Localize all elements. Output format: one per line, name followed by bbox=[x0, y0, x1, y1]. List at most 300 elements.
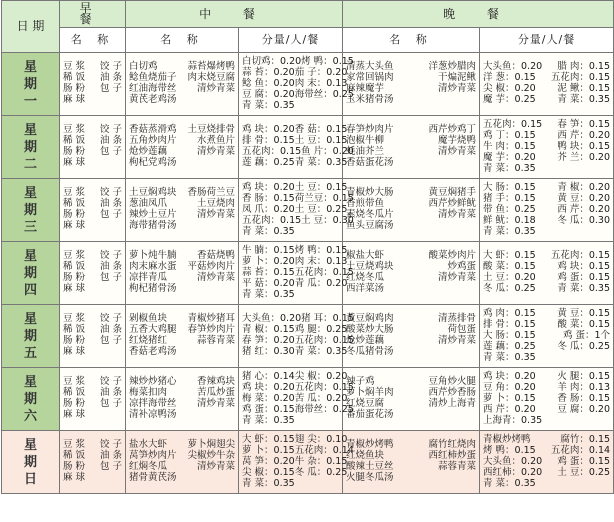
menu-item: 豆 腐：0.20 bbox=[242, 88, 295, 100]
menu-item: 尖 椒：0.20 bbox=[483, 83, 536, 94]
lunch-portions-cell bbox=[239, 368, 354, 431]
menu-item: 五香大鸡腿 bbox=[129, 324, 177, 335]
menu-line bbox=[483, 205, 610, 216]
menu-item: 鱼头豆腐汤 bbox=[346, 220, 394, 231]
menu-line bbox=[63, 221, 122, 232]
menu-item: 平菇炒肉片 bbox=[187, 261, 235, 272]
menu-item: 水煮鱼片 bbox=[196, 135, 235, 146]
menu-line bbox=[483, 468, 610, 479]
menu-item: 土 豆：0.15 bbox=[294, 135, 348, 146]
menu-item: 麻 球 bbox=[63, 409, 86, 420]
menu-item: 魔芋烧鸭 bbox=[438, 135, 477, 146]
menu-item: 素烧冬瓜片 bbox=[346, 209, 394, 220]
menu-item: 清补凉鸭汤 bbox=[129, 409, 177, 420]
menu-item: 青椒炒大肠 bbox=[346, 187, 394, 198]
weekly-menu-table bbox=[1, 0, 614, 494]
menu-item: 豆角炒火腿 bbox=[428, 376, 477, 387]
menu-item: 海带丝：0.25 bbox=[294, 88, 354, 100]
menu-item: 大 虾：0.15 bbox=[242, 433, 295, 445]
menu-item: 黄 豆：0.15 bbox=[557, 307, 611, 319]
menu-item: 包 子 bbox=[99, 335, 122, 346]
menu-item: 西红柿：0.20 bbox=[483, 466, 543, 478]
menu-line bbox=[346, 158, 476, 169]
menu-item: 白切鸡 bbox=[129, 61, 158, 72]
menu-item: 红油海带丝 bbox=[129, 83, 177, 94]
menu-item: 泡椒牛柳 bbox=[346, 135, 385, 146]
menu-item: 包 子 bbox=[99, 83, 122, 94]
menu-item: 家常回锅肉 bbox=[346, 72, 394, 83]
menu-item: 猪 手：0.15 bbox=[483, 192, 536, 204]
lunch-portions-cell bbox=[239, 179, 354, 242]
lunch-dishes-cell bbox=[126, 431, 239, 494]
menu-item: 蒜苔爆烤鸭 bbox=[187, 61, 235, 72]
lunch-portions-cell bbox=[239, 53, 354, 116]
menu-item: 五花肉：0.15 bbox=[483, 118, 543, 130]
day-label-char: 期 bbox=[23, 391, 37, 407]
menu-item: 大头鱼：0.20 bbox=[242, 313, 302, 324]
menu-item: 魔 芋：0.20 bbox=[483, 151, 536, 163]
menu-line bbox=[63, 284, 122, 295]
menu-line bbox=[242, 455, 348, 468]
day-label-char: 二 bbox=[23, 156, 37, 172]
menu-line bbox=[483, 405, 610, 416]
breakfast-cell bbox=[60, 242, 126, 305]
menu-item: 冬 瓜：0.30 bbox=[557, 214, 611, 226]
menu-line bbox=[242, 416, 339, 427]
menu-item: 稀 饭 bbox=[63, 198, 86, 209]
menu-item: 饺 子 bbox=[99, 313, 122, 324]
menu-line bbox=[242, 101, 339, 112]
menu-item: 西芹炒鲜鱿 bbox=[428, 198, 477, 209]
menu-item: 春 笋：0.15 bbox=[557, 118, 611, 130]
menu-item: 尖 椒：0.15 bbox=[242, 466, 295, 478]
menu-line bbox=[242, 55, 354, 68]
dinner-qty-header: 分量/人/餐 bbox=[480, 28, 614, 53]
menu-item: 稀 饭 bbox=[63, 135, 86, 146]
day-row bbox=[2, 242, 614, 305]
menu-item: 油 条 bbox=[99, 72, 122, 83]
menu-line bbox=[242, 255, 348, 268]
breakfast-cell bbox=[60, 305, 126, 368]
menu-line bbox=[129, 410, 235, 421]
menu-item: 凤 爪：0.20 bbox=[242, 203, 295, 215]
day-label-char: 星 bbox=[23, 122, 37, 138]
menu-item: 豆 腐：0.20 bbox=[557, 403, 611, 415]
menu-line bbox=[483, 457, 610, 468]
menu-line bbox=[242, 192, 354, 205]
menu-line bbox=[242, 392, 348, 405]
menu-item: 大 肠：0.15 bbox=[483, 181, 536, 193]
menu-item: 鲜 鱿：0.18 bbox=[483, 214, 536, 226]
menu-line bbox=[483, 216, 610, 227]
menu-item: 油 条 bbox=[99, 135, 122, 146]
menu-item: 苦 瓜：0.20 bbox=[294, 392, 348, 404]
menu-item: 莲 藕：0.25 bbox=[483, 340, 536, 352]
menu-item: 香肠荷兰豆 bbox=[187, 187, 235, 198]
menu-item: 蚝油芥兰 bbox=[346, 146, 385, 157]
menu-item: 大 肠：0.15 bbox=[483, 329, 536, 341]
menu-line bbox=[242, 66, 348, 79]
menu-item: 洋 葱：0.15 bbox=[483, 72, 536, 83]
menu-item: 五花肉：0.15 bbox=[242, 146, 302, 157]
menu-item: 肠 粉 bbox=[63, 272, 86, 283]
menu-item: 麻 球 bbox=[63, 472, 86, 483]
menu-item: 红焖冬瓜 bbox=[129, 461, 168, 472]
menu-item: 红烧冬瓜 bbox=[346, 272, 385, 283]
menu-item: 西洋菜汤 bbox=[346, 283, 385, 294]
dinner-dishes-cell bbox=[343, 305, 480, 368]
menu-item: 冬瓜猪骨汤 bbox=[346, 346, 394, 357]
lunch-dishes-cell bbox=[126, 116, 239, 179]
menu-item: 萝卜焖翅尖 bbox=[187, 439, 235, 450]
menu-line bbox=[483, 183, 610, 194]
menu-item: 鸡 块：0.20 bbox=[483, 370, 536, 382]
day-label bbox=[2, 116, 60, 179]
menu-line bbox=[242, 203, 348, 216]
day-label-char: 五 bbox=[23, 345, 37, 361]
menu-item: 猪 心：0.14 bbox=[242, 370, 295, 382]
menu-item: 大头鱼：0.20 bbox=[483, 455, 543, 467]
menu-line bbox=[63, 473, 122, 484]
menu-item: 青 菜：0.35 bbox=[557, 283, 611, 294]
menu-item: 香 菇：0.15 bbox=[294, 124, 348, 135]
menu-line bbox=[483, 142, 610, 153]
day-label bbox=[2, 53, 60, 116]
menu-line bbox=[63, 347, 122, 358]
menu-item: 火腿冬瓜汤 bbox=[346, 472, 394, 483]
menu-item: 魔 芋：0.25 bbox=[483, 94, 536, 105]
menu-line bbox=[483, 120, 610, 131]
menu-line bbox=[483, 153, 610, 164]
lunch-portions-cell bbox=[239, 305, 354, 368]
menu-line bbox=[242, 266, 354, 279]
menu-item: 香菇老鸡汤 bbox=[129, 346, 177, 357]
menu-item: 五花肉：0.15 bbox=[550, 72, 611, 83]
menu-line bbox=[242, 214, 354, 227]
day-label-char: 四 bbox=[23, 282, 37, 298]
menu-item: 肉 末：0.13 bbox=[294, 255, 348, 267]
day-label-char: 日 bbox=[23, 471, 37, 487]
menu-item: 西芹炒鸡丁 bbox=[428, 124, 477, 135]
menu-item: 土 豆：0.25 bbox=[557, 466, 611, 478]
menu-item: 西 芹：0.20 bbox=[483, 403, 536, 415]
menu-item: 清炒青菜 bbox=[196, 461, 235, 472]
menu-item: 青 菜：0.35 bbox=[483, 162, 536, 174]
menu-item: 土 豆：0.15 bbox=[294, 181, 348, 193]
menu-line bbox=[483, 320, 610, 331]
dinner-dishes-cell bbox=[343, 179, 480, 242]
menu-line bbox=[129, 473, 235, 484]
menu-item: 白切鸡：0.20 bbox=[242, 55, 302, 67]
menu-item: 豆 浆 bbox=[63, 61, 86, 72]
menu-line bbox=[129, 95, 235, 106]
dinner-name-header: 名 称 bbox=[343, 28, 480, 53]
menu-line bbox=[242, 157, 348, 169]
day-label bbox=[2, 431, 60, 494]
menu-line bbox=[483, 164, 610, 175]
menu-item: 清炒青菜 bbox=[196, 272, 235, 283]
menu-item: 鸡 蛋：0.15 bbox=[557, 455, 611, 467]
menu-item: 腐竹：0.15 bbox=[560, 433, 611, 445]
menu-item: 饺 子 bbox=[99, 187, 122, 198]
menu-item: 香菇蒸滑鸡 bbox=[129, 124, 177, 135]
menu-item: 豆 角：0.20 bbox=[483, 381, 536, 393]
menu-item: 青椒炒烤鸭 bbox=[346, 439, 394, 450]
day-label-char: 期 bbox=[23, 202, 37, 218]
menu-line bbox=[63, 95, 122, 106]
menu-body bbox=[2, 53, 614, 494]
menu-item: 枸杞党鸡汤 bbox=[129, 157, 177, 168]
menu-item: 麻 球 bbox=[63, 220, 86, 231]
menu-item: 清炒上海青 bbox=[428, 398, 477, 409]
day-label-char: 三 bbox=[23, 219, 37, 235]
menu-item: 鱼 片：0.20 bbox=[301, 146, 354, 157]
day-label bbox=[2, 368, 60, 431]
lunch-dishes-cell bbox=[126, 368, 239, 431]
menu-item: 黄芪老鸡汤 bbox=[129, 94, 177, 105]
menu-item: 带 鱼：0.25 bbox=[483, 203, 536, 215]
day-label-char: 星 bbox=[23, 59, 37, 75]
breakfast-cell bbox=[60, 116, 126, 179]
menu-item: 西 芹：0.20 bbox=[557, 129, 611, 141]
menu-item: 葱油凤爪 bbox=[129, 198, 168, 209]
menu-item: 荷包蛋 bbox=[447, 324, 477, 335]
menu-item: 黄豆焖鸡肉 bbox=[346, 313, 394, 324]
menu-line bbox=[346, 221, 476, 232]
menu-line bbox=[129, 347, 235, 358]
dinner-portions-cell bbox=[480, 53, 614, 116]
menu-item: 干煸泥鳅 bbox=[438, 72, 477, 83]
menu-item: 豆 浆 bbox=[63, 124, 86, 135]
menu-item: 排 骨：0.15 bbox=[483, 318, 536, 330]
lunch-dishes-cell bbox=[126, 305, 239, 368]
menu-item: 肉末麻水蛋 bbox=[129, 261, 177, 272]
menu-line bbox=[63, 410, 122, 421]
menu-item: 春笋炒肉片 bbox=[187, 324, 235, 335]
menu-item: 萝 卜：0.20 bbox=[242, 255, 295, 267]
menu-line bbox=[242, 444, 354, 457]
menu-item: 香 肠：0.15 bbox=[557, 392, 611, 404]
day-label-char: 星 bbox=[23, 374, 37, 390]
menu-item: 枸杞猪骨汤 bbox=[129, 283, 177, 294]
menu-item: 鸡 肉：0.15 bbox=[483, 307, 536, 319]
menu-item: 牛 腩：0.15 bbox=[242, 244, 295, 256]
menu-item: 萝 卜：0.15 bbox=[483, 392, 536, 404]
menu-item: 五花肉：0.15 bbox=[294, 381, 354, 393]
menu-item: 清蒸大头鱼 bbox=[346, 61, 394, 72]
menu-line bbox=[346, 95, 476, 106]
menu-item: 五花肉：0.14 bbox=[294, 444, 354, 456]
menu-item: 鸡 块：0.15 bbox=[557, 261, 611, 272]
menu-item: 春笋炒肉片 bbox=[346, 124, 394, 135]
menu-item: 辣子鸡 bbox=[346, 376, 375, 387]
menu-item: 土豆烧鸡块 bbox=[346, 261, 394, 272]
breakfast-cell bbox=[60, 179, 126, 242]
breakfast-cell bbox=[60, 53, 126, 116]
menu-item: 清炒青菜 bbox=[196, 83, 235, 94]
menu-item: 红烧鱼块 bbox=[346, 450, 385, 461]
dinner-dishes-cell bbox=[343, 116, 480, 179]
menu-line bbox=[242, 403, 354, 416]
menu-item: 大头鱼：0.20 bbox=[483, 61, 543, 72]
menu-item: 鸡 腿：0.25 bbox=[294, 324, 348, 335]
menu-item: 香菇烧鸭 bbox=[196, 250, 235, 261]
menu-item: 豆 浆 bbox=[63, 376, 86, 387]
menu-line bbox=[483, 394, 610, 405]
menu-item: 土 豆：0.20 bbox=[483, 272, 536, 283]
dinner-portions-cell bbox=[480, 116, 614, 179]
menu-item: 酸菜炒肉片 bbox=[428, 250, 477, 261]
menu-line bbox=[129, 158, 235, 169]
breakfast-cell bbox=[60, 368, 126, 431]
menu-item: 清炒青菜 bbox=[438, 272, 477, 283]
day-label bbox=[2, 305, 60, 368]
breakfast-header: 早 餐 bbox=[60, 1, 126, 28]
menu-item: 茄 子：0.20 bbox=[294, 66, 348, 78]
dinner-header: 晚 餐 bbox=[343, 1, 614, 28]
menu-item: 炒鸡蛋 bbox=[447, 261, 477, 272]
menu-item: 红烧猪红 bbox=[129, 335, 168, 346]
lunch-qty-header: 分量/人/餐 bbox=[239, 28, 343, 53]
menu-line bbox=[346, 284, 476, 295]
menu-line bbox=[483, 416, 610, 427]
menu-line bbox=[242, 277, 348, 290]
menu-item: 黄 豆：0.20 bbox=[557, 192, 611, 204]
menu-item: 饺 子 bbox=[99, 439, 122, 450]
menu-item: 稀 饭 bbox=[63, 387, 86, 398]
menu-item: 包 子 bbox=[99, 461, 122, 472]
menu-item: 麻 球 bbox=[63, 157, 86, 168]
menu-item: 莴笋炒肉片 bbox=[129, 450, 177, 461]
day-label-char: 星 bbox=[23, 437, 37, 453]
menu-line bbox=[483, 479, 610, 490]
menu-item: 清炒青菜 bbox=[196, 209, 235, 220]
menu-item: 玉米猪骨汤 bbox=[346, 94, 394, 105]
menu-item: 蒜蓉青菜 bbox=[196, 335, 235, 346]
dinner-portions-cell bbox=[480, 179, 614, 242]
day-row bbox=[2, 179, 614, 242]
menu-item: 五花肉：0.15 bbox=[294, 266, 354, 278]
menu-item: 青 菜：0.35 bbox=[242, 414, 295, 426]
menu-line bbox=[483, 353, 610, 364]
menu-item: 清蒸排骨 bbox=[438, 313, 477, 324]
menu-item: 鸡 蛋：1个 bbox=[562, 329, 611, 341]
menu-item: 烤 鸭：0.15 bbox=[294, 244, 348, 256]
menu-item: 麻 球 bbox=[63, 94, 86, 105]
menu-item: 饺 子 bbox=[99, 250, 122, 261]
breakfast-cell bbox=[60, 431, 126, 494]
day-label-char: 期 bbox=[23, 265, 37, 281]
menu-item: 大 虾：0.15 bbox=[483, 250, 536, 261]
menu-item: 椒盐大虾 bbox=[346, 250, 385, 261]
menu-item: 炝炒莲藕 bbox=[129, 146, 168, 157]
menu-item: 排 骨：0.15 bbox=[242, 135, 295, 146]
day-label-char: 六 bbox=[23, 408, 37, 424]
menu-item: 酸 菜：0.15 bbox=[483, 261, 536, 272]
menu-item: 青 菜：0.35 bbox=[242, 99, 295, 111]
dinner-portions-cell bbox=[480, 305, 614, 368]
menu-item: 肠 粉 bbox=[63, 398, 86, 409]
menu-line bbox=[242, 433, 348, 446]
menu-item: 鸡 块：0.20 bbox=[242, 181, 295, 193]
menu-item: 青 菜：0.35 bbox=[242, 477, 295, 489]
lunch-header: 中 餐 bbox=[126, 1, 343, 28]
menu-item: 荷兰豆：0.15 bbox=[294, 192, 354, 204]
menu-item: 稀 饭 bbox=[63, 72, 86, 83]
dinner-portions-cell bbox=[480, 242, 614, 305]
menu-item: 油 条 bbox=[99, 387, 122, 398]
menu-item: 麻辣魔芋 bbox=[346, 83, 385, 94]
menu-item: 五角炒肉片 bbox=[129, 135, 177, 146]
menu-item: 青 菜：0.35 bbox=[242, 225, 295, 237]
menu-item: 油 条 bbox=[99, 261, 122, 272]
menu-item: 香 肠：0.15 bbox=[242, 192, 295, 204]
day-label bbox=[2, 242, 60, 305]
menu-line bbox=[346, 410, 476, 421]
menu-item: 洋葱炒腊肉 bbox=[428, 61, 477, 72]
menu-line bbox=[483, 95, 610, 106]
menu-item: 土豆焖鸡块 bbox=[129, 187, 177, 198]
menu-item: 春 笋：0.20 bbox=[242, 335, 295, 346]
day-label-char: 期 bbox=[23, 76, 37, 92]
day-label bbox=[2, 179, 60, 242]
menu-item: 蒜 苔：0.15 bbox=[242, 266, 295, 278]
menu-item: 烤 鸭：0.15 bbox=[483, 444, 536, 456]
dinner-dishes-cell bbox=[343, 242, 480, 305]
menu-item: 清炒青菜 bbox=[438, 335, 477, 346]
menu-item: 青 菜：0.35 bbox=[294, 157, 348, 168]
menu-item: 青 椒：0.20 bbox=[557, 181, 611, 193]
menu-item: 苦瓜炒蛋 bbox=[196, 387, 235, 398]
day-label-char: 星 bbox=[23, 311, 37, 327]
menu-item: 上海青：0.35 bbox=[483, 414, 543, 426]
menu-item: 土豆烧肉 bbox=[196, 198, 235, 209]
menu-line bbox=[483, 131, 610, 142]
menu-item: 稀 饭 bbox=[63, 450, 86, 461]
menu-item: 西红柿炒蛋 bbox=[428, 450, 477, 461]
menu-item: 青 椒：0.15 bbox=[242, 324, 295, 335]
menu-item: 稀 饭 bbox=[63, 261, 86, 272]
menu-item: 包 子 bbox=[99, 146, 122, 157]
menu-line bbox=[242, 88, 354, 101]
menu-line bbox=[483, 227, 610, 238]
menu-item: 肠 粉 bbox=[63, 83, 86, 94]
menu-item: 青 菜：0.35 bbox=[483, 225, 536, 237]
day-row bbox=[2, 116, 614, 179]
menu-item: 包 子 bbox=[99, 398, 122, 409]
menu-item: 剁椒鱼块 bbox=[129, 313, 168, 324]
menu-item: 清炒青菜 bbox=[438, 146, 477, 157]
menu-item: 酸菜炒大肠 bbox=[346, 324, 394, 335]
day-row bbox=[2, 431, 614, 494]
menu-item: 麻 球 bbox=[63, 346, 86, 357]
menu-item: 尖 椒：0.20 bbox=[294, 370, 348, 382]
menu-item: 青 菜：0.35 bbox=[483, 477, 536, 489]
menu-item: 青 菜：0.35 bbox=[294, 346, 348, 357]
menu-item: 青椒炒烤鸭 bbox=[483, 433, 531, 445]
menu-item: 清炒青菜 bbox=[438, 209, 477, 220]
menu-line bbox=[242, 77, 348, 90]
menu-item: 萝卜炖牛腩 bbox=[129, 250, 177, 261]
menu-item: 翅 尖：0.10 bbox=[294, 433, 348, 445]
menu-line bbox=[242, 381, 354, 394]
menu-line bbox=[483, 383, 610, 394]
menu-item: 尖椒炒牛杂 bbox=[187, 450, 235, 461]
menu-item: 油 条 bbox=[99, 198, 122, 209]
menu-item: 包 子 bbox=[99, 209, 122, 220]
menu-item: 西 芹：0.20 bbox=[557, 203, 611, 215]
day-row bbox=[2, 368, 614, 431]
